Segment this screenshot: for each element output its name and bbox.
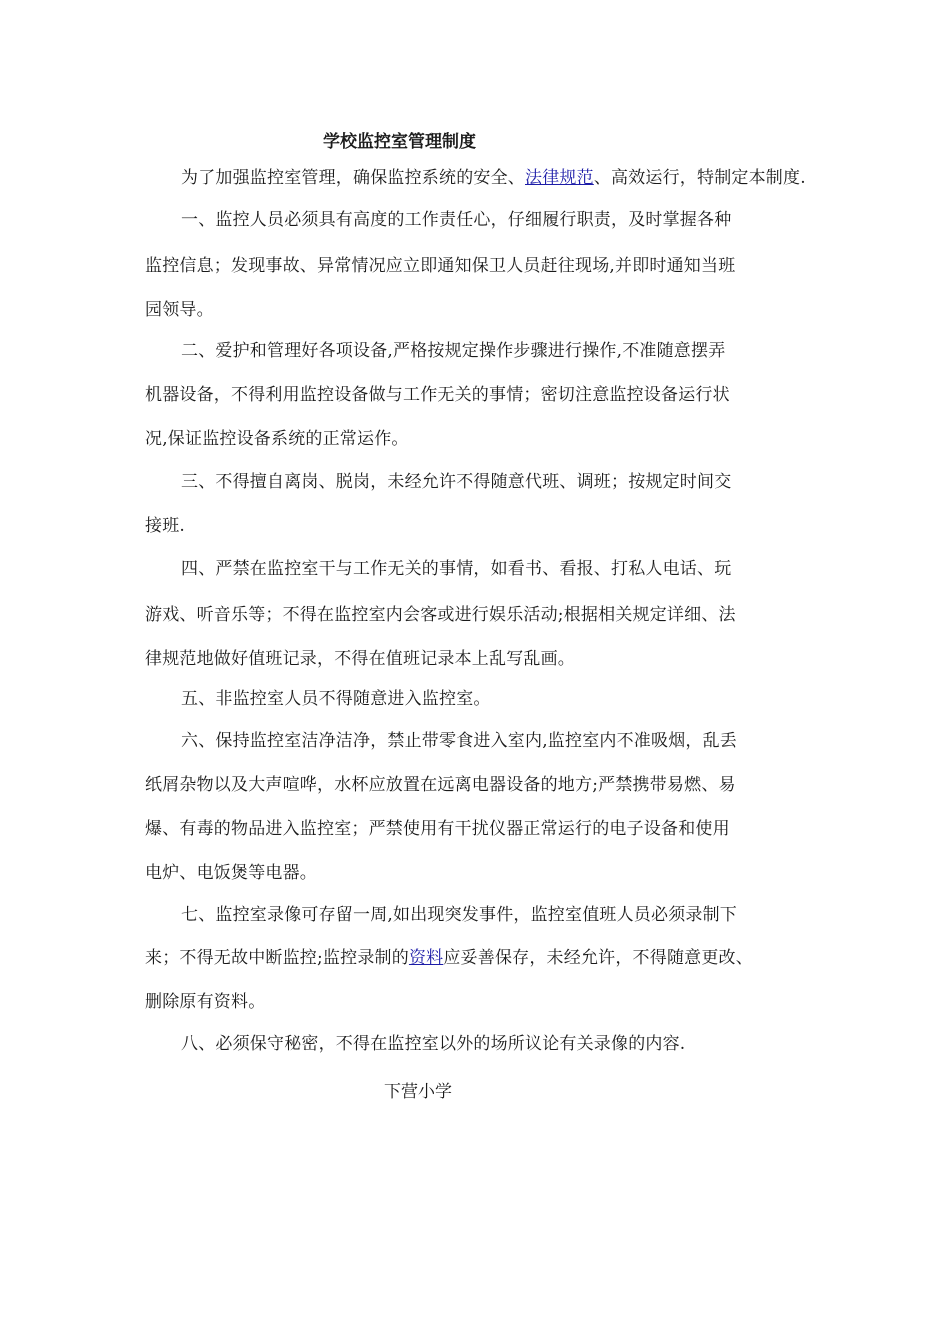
document-title: 学校监控室管理制度 [323, 132, 476, 152]
rule-6-line-4: 电炉、电饭煲等电器。 [145, 863, 317, 883]
rule-3-line-2: 接班. [145, 516, 186, 536]
rule-6-line-2: 纸屑杂物以及大声喧哗，水杯应放置在远离电器设备的地方;严禁携带易燃、易 [145, 775, 736, 795]
rule-5-line-1: 五、非监控室人员不得随意进入监控室。 [181, 689, 491, 709]
rule-4-line-3: 律规范地做好值班记录，不得在值班记录本上乱写乱画。 [145, 649, 575, 669]
rule-1-line-1: 一、监控人员必须具有高度的工作责任心，仔细履行职责，及时掌握各种 [181, 210, 732, 230]
rule-2-line-3: 况,保证监控设备系统的正常运作。 [145, 429, 409, 449]
legal-norms-link[interactable]: 法律规范 [525, 168, 594, 188]
intro-paragraph [181, 167, 806, 189]
rule-2-line-2: 机器设备，不得利用监控设备做与工作无关的事情；密切注意监控设备运行状 [145, 385, 730, 405]
rule-7-text-after: 应妥善保存，未经允许，不得随意更改、 [443, 948, 753, 968]
rule-6-line-1: 六、保持监控室洁净洁净，禁止带零食进入室内,监控室内不准吸烟，乱丢 [181, 731, 738, 751]
rule-7-line-2 [145, 947, 753, 969]
rule-8-line-1: 八、必须保守秘密，不得在监控室以外的场所议论有关录像的内容. [181, 1034, 686, 1054]
rule-1-line-3: 园领导。 [145, 300, 214, 320]
rule-3-line-1: 三、不得擅自离岗、脱岗，未经允许不得随意代班、调班；按规定时间交 [181, 472, 732, 492]
intro-text-before: 为了加强监控室管理，确保监控系统的安全、 [181, 168, 525, 188]
rule-4-line-1: 四、严禁在监控室干与工作无关的事情，如看书、看报、打私人电话、玩 [181, 559, 732, 579]
rule-4-line-2: 游戏、听音乐等；不得在监控室内会客或进行娱乐活动;根据相关规定详细、法 [145, 605, 736, 625]
rule-7-line-3: 删除原有资料。 [145, 992, 266, 1012]
intro-text-after: 、高效运行，特制定本制度. [593, 168, 806, 188]
signature-school: 下营小学 [384, 1082, 452, 1102]
rule-7-text-before: 来；不得无故中断监控;监控录制的 [145, 948, 409, 968]
rule-2-line-1: 二、爱护和管理好各项设备,严格按规定操作步骤进行操作,不准随意摆弄 [181, 341, 726, 361]
rule-7-line-1: 七、监控室录像可存留一周,如出现突发事件，监控室值班人员必须录制下 [181, 905, 738, 925]
materials-link[interactable]: 资料 [408, 948, 444, 968]
rule-1-line-2: 监控信息；发现事故、异常情况应立即通知保卫人员赶往现场,并即时通知当班 [145, 256, 736, 276]
rule-6-line-3: 爆、有毒的物品进入监控室；严禁使用有干扰仪器正常运行的电子设备和使用 [145, 819, 730, 839]
